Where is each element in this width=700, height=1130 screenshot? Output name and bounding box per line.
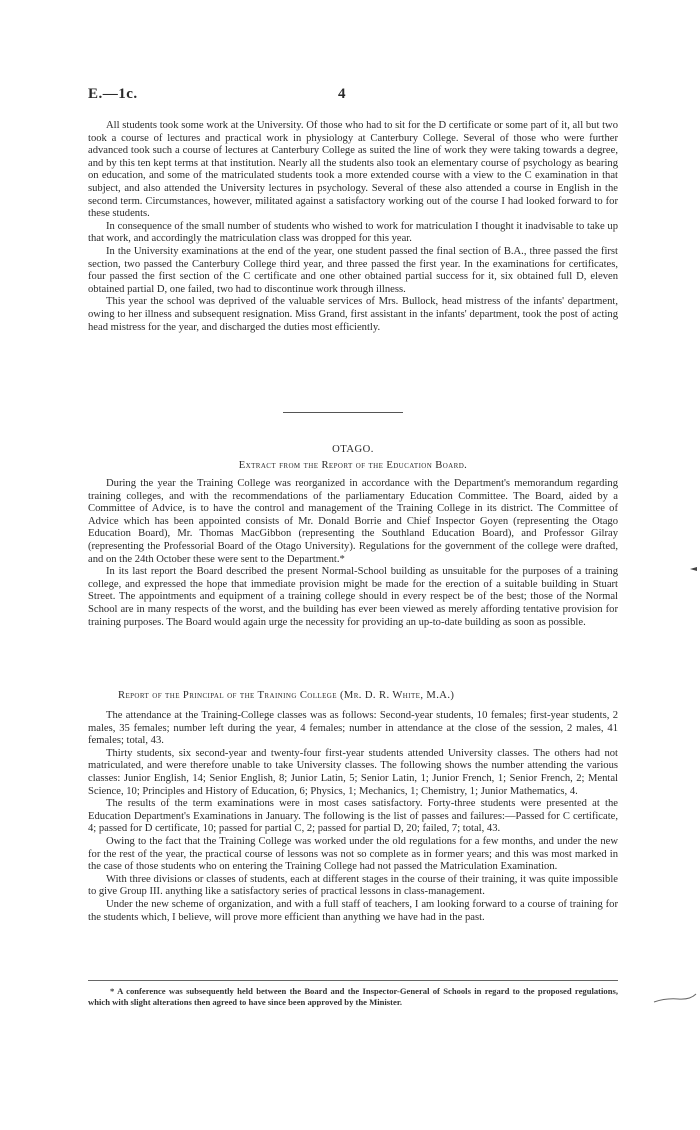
paragraph: The results of the term examinations were in most cases satisfactory. Forty-three students were presented at the Education Department's Examinations in January. The following is the list of passes and failures:—Passed for C certificate, 4; passed for D certificate, 10; passed for partial C, 2; passed for partial D, 20; failed, 7; total, 43.: [88, 798, 618, 835]
paragraph: Under the new scheme of organization, and with a full staff of teachers, I am looking forward to a course of training for the students which, I believe, will prove more efficient than anything we have had in the past.: [88, 898, 618, 923]
page-number: 4: [338, 86, 346, 102]
footnote-rule: [88, 980, 618, 981]
principal-report-heading: Report of the Principal of the Training College (Mr. D. R. White, M.A.): [118, 690, 455, 701]
page-header: [88, 86, 618, 106]
paragraph: In consequence of the small number of students who wished to work for matriculation I thought it inadvisable to take up that work, and accordingly the matriculation class was dropped for this year.: [88, 220, 618, 245]
paragraph: In the University examinations at the end of the year, one student passed the final section of B.A., three passed the first section, two passed the Canterbury College third year, and three passed the first year. In the examinations for certificates, four passed the first section of the C certificate and one other obtained partial success for it, six obtained full D, eleven obtained partial D, one failed, two had to discontinue work through illness.: [88, 245, 618, 295]
paragraph: With three divisions or classes of students, each at different stages in the course of their training, it was quite impossible to give Group III. anything like a satisfactory series of practical lessons in class-management.: [88, 873, 618, 898]
section-divider: [283, 412, 403, 413]
otago-heading: OTAGO.: [332, 444, 374, 455]
margin-scribble-icon: [652, 992, 698, 1006]
paragraph: All students took some work at the University. Of those who had to sit for the D certificate or some part of it, all but two took a course of lectures and practical work in physiology at Canterbury College. Several of those who were further advanced took such a course of lectures at Canterbury College as suited the line of work they were taking towards a degree, and by this ten kept terms at that institution. Nearly all the students also took an elementary course of psychology as bearing on education, and some of the matriculated students took a more extended course with a view to the C examination in that subject, and also attended the University lectures in psychology. Several of these also attended a course in English in the second term. Circumstances, however, militated against a satisfactory working out of the course I had looked forward to for these students.: [88, 120, 618, 220]
paragraph: During the year the Training College was reorganized in accordance with the Department's memorandum regarding training colleges, and with the recommendations of the parliamentary Education Committee. The Board, aided by a Committee of Advice, is to have the control and management of the Training College in its district. The Committee of Advice which has been appointed consists of Mr. Donald Borrie and Chief Inspector Goyen (representing the Otago Education Board), Mr. Thomas MacGibbon (representing the Southland Education Board), and Professor Gilray (representing the Professorial Board of the Otago University). Regulations for the government of the college were drafted, and on the 24th October these were sent to the Department.*: [88, 478, 618, 565]
paragraph: In its last report the Board described the present Normal-School building as unsuitable for the purposes of a training college, and expressed the hope that immediate provision might be made for the erection of a suitable building in Stuart Street. The appointments and equipment of a training college should in every respect be of the best; those of the Normal School are in many respects of the worst, and the building has ever been viewed as merely affording tentative provision for training purposes. The Board would again urge the necessity for providing an up-to-date building as soon as possible.: [88, 566, 618, 628]
paragraph: This year the school was deprived of the valuable services of Mrs. Bullock, head mistress of the infants' department, owing to her illness and subsequent resignation. Miss Grand, first assistant in the infants' department, took the post of acting head mistress for the year, and discharged the duties most efficiently.: [88, 296, 618, 333]
paragraph: Thirty students, six second-year and twenty-four first-year students attended University classes. The others had not matriculated, and were therefore unable to take University classes. The following shows the number attending the various classes: Junior English, 14; Senior English, 8; Junior Latin, 5; Senior Latin, 1; Junior French, 1; Senior French, 2; Mental Science, 10; Principles and History of Education, 6; Physics, 1; Mechanics, 1; Chemistry, 1; Junior Mathematics, 4.: [88, 747, 618, 797]
section-otago-board: [88, 478, 618, 629]
extract-subheading: Extract from the Report of the Education Board.: [238, 460, 468, 471]
section-principal-report: [88, 710, 618, 924]
margin-mark-icon: [690, 566, 698, 572]
document-reference: E.—1c.: [88, 86, 138, 102]
section-canterbury-continued: [88, 120, 618, 334]
paragraph: The attendance at the Training-College classes was as follows: Second-year students, 10 females; first-year students, 2 males, 35 females; number left during the year, 4 females; number in attendance at the close of the session, 2 males, 41 females; total, 43.: [88, 710, 618, 747]
footnote: * A conference was subsequently held between the Board and the Inspector-General of Schools in regard to the proposed regulations, which with slight alterations then agreed to have since been approved by the Minister.: [88, 986, 618, 1007]
paragraph: Owing to the fact that the Training College was worked under the old regulations for a few months, and under the new for the rest of the year, the practical course of lessons was not so complete as in former years; and this was most marked in the case of those students who on entering the Training College had not passed the Matriculation Examination.: [88, 835, 618, 873]
